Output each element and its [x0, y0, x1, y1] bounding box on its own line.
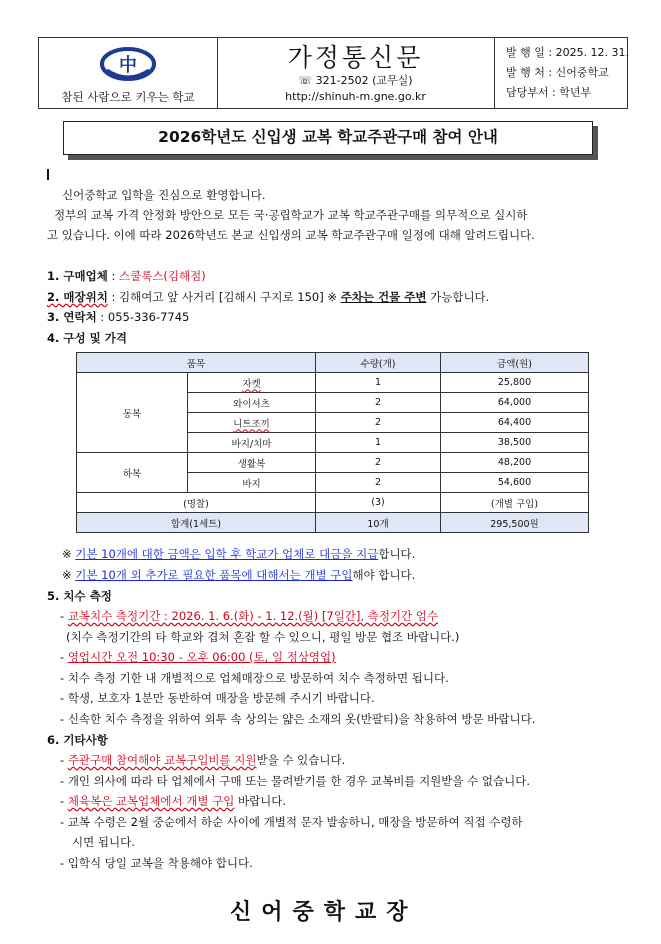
- notice-title: 2026학년도 신입생 교복 학교주관구매 참여 안내: [63, 121, 593, 155]
- cell-price: 64,000: [441, 393, 589, 413]
- dash: -: [60, 815, 68, 829]
- dash: -: [60, 609, 68, 623]
- header-price: 금액(원): [441, 353, 589, 373]
- etc-red: 주관구매 참여해야 교복구입비를 지원: [67, 753, 257, 767]
- note-rest: 해야 합니다.: [352, 568, 416, 582]
- measure-period: 교복치수 측정기간 : 2026. 1. 6.(화) - 1. 12.(월) [7일간], 측정기간 엄수: [67, 609, 439, 623]
- etc-line: [60, 773, 530, 789]
- logo-glyph: 中: [119, 55, 137, 76]
- section-title: 5. 치수 측정: [47, 589, 112, 603]
- etc-rest: 받을 수 있습니다.: [256, 753, 346, 767]
- etc-rest: 바랍니다.: [234, 794, 287, 808]
- table-row: [77, 373, 589, 393]
- note-line: [62, 567, 415, 583]
- dash: -: [60, 671, 68, 685]
- group-summer: 하복: [77, 453, 188, 493]
- etc-text: 교복 수령은 2월 중순에서 하순 사이에 개별적 문자 발송하니, 매장을 방문하여 직접 수령하: [67, 815, 523, 829]
- issue-date: 발 행 일 : 2025. 12. 31.: [506, 46, 630, 59]
- dash: -: [60, 794, 68, 808]
- parking-rest: 가능합니다.: [426, 290, 490, 304]
- parking-note: 주차는 건물 주변: [340, 290, 427, 304]
- measure-line: [60, 649, 336, 665]
- header-qty: 수량(개): [316, 353, 441, 373]
- measure-text: 치수 측정 기한 내 개별적으로 업체매장으로 방문하여 치수 측정하면 됩니다.: [67, 671, 449, 685]
- cell-qty: 2: [316, 393, 441, 413]
- cell-price: 54,600: [441, 473, 589, 493]
- measure-line: (치수 측정기간의 타 학교와 겹쳐 혼잡 할 수 있으니, 평일 방문 협조 바랍니다.): [66, 630, 460, 644]
- school-logo-cell: [39, 38, 218, 108]
- cell-qty: (3): [316, 493, 441, 513]
- measure-line: [60, 690, 375, 706]
- etc-line: [60, 814, 523, 830]
- meta-cell: [494, 38, 630, 108]
- etc-line: [60, 855, 253, 871]
- store-value: : 김해여고 앞 사거리 [김해시 구지로 150]: [107, 290, 328, 304]
- school-logo-icon: [97, 44, 159, 88]
- note-line: [62, 546, 415, 562]
- principal-signature: 신어중학교장: [230, 900, 418, 925]
- vendor-sep: :: [107, 269, 119, 283]
- note-blue: 기본 10개에 대한 금액은 입학 후 학교가 업체로 대금을 지급: [75, 547, 379, 561]
- cell-item: 생활복: [188, 453, 316, 473]
- cell-price: 64,400: [441, 413, 589, 433]
- table-row-nametag: [77, 493, 589, 513]
- cell-qty: 1: [316, 373, 441, 393]
- dash: -: [60, 691, 68, 705]
- measure-text: 학생, 보호자 1분만 동반하여 매장을 방문해 주시기 바랍니다.: [67, 691, 375, 705]
- cell-item: (명찰): [77, 493, 316, 513]
- note-rest: 합니다.: [378, 547, 416, 561]
- table-header-row: [77, 353, 589, 373]
- table-row-total: [77, 513, 589, 533]
- cell-qty: 1: [316, 433, 441, 453]
- department: 담당부서 : 학년부: [506, 86, 592, 99]
- cell-price: (개별 구입): [441, 493, 589, 513]
- title-cell: [217, 38, 495, 108]
- group-winter: 동복: [77, 373, 188, 453]
- table-row: [77, 453, 589, 473]
- cursor-mark: [47, 169, 49, 180]
- dash: -: [60, 650, 68, 664]
- total-price: 295,500원: [441, 513, 589, 533]
- header-item: 품목: [77, 353, 316, 373]
- cell-item: 와이셔츠: [188, 393, 316, 413]
- note-mark: ※: [62, 568, 76, 582]
- composition-label: 4. 구성 및 가격: [47, 331, 127, 345]
- vendor-value: 스쿨룩스(김해점): [119, 269, 206, 283]
- price-table: [76, 352, 589, 533]
- contact-label: 3. 연락처: [47, 310, 97, 324]
- measure-line: [60, 608, 438, 624]
- parking-mark: ※: [327, 290, 341, 304]
- measure-line: [60, 670, 449, 686]
- cell-price: 48,200: [441, 453, 589, 473]
- dash: -: [60, 712, 68, 726]
- business-hours: 영업시간 오전 10:30 - 오후 06:00 (토, 일 정상영업): [67, 650, 336, 664]
- intro-line: 정부의 교복 가격 안정화 방안으로 모든 국·공립학교가 교복 학교주관구매를 의무적으로 실시하: [54, 208, 528, 222]
- vendor-line: [47, 268, 206, 284]
- etc-line: 시면 됩니다.: [72, 835, 135, 849]
- vendor-label: 1. 구매업체: [47, 269, 108, 283]
- dash: -: [60, 753, 68, 767]
- note-mark: ※: [62, 547, 76, 561]
- section-title: 6. 기타사항: [47, 733, 108, 747]
- cell-price: 38,500: [441, 433, 589, 453]
- publisher: 발 행 처 : 신어중학교: [506, 66, 609, 79]
- note-blue: 기본 10개 외 추가로 필요한 품목에 대해서는 개별 구입: [75, 568, 353, 582]
- dash: -: [60, 774, 68, 788]
- cell-qty: 2: [316, 453, 441, 473]
- cell-item: 자켓: [188, 373, 316, 393]
- cell-qty: 2: [316, 473, 441, 493]
- etc-line: [60, 793, 286, 809]
- cell-price: 25,800: [441, 373, 589, 393]
- measure-text: 신속한 치수 측정을 위하여 외투 속 상의는 얇은 소재의 옷(반팔티)을 착용하여 방문 바랍니다.: [67, 712, 536, 726]
- cell-item: 바지/치마: [188, 433, 316, 453]
- total-label: 합계(1세트): [77, 513, 316, 533]
- etc-red: 체육복은 교복업체에서 개별 구입: [67, 794, 235, 808]
- intro-line: 신어중학교 입학을 진심으로 환영합니다.: [62, 188, 266, 202]
- measure-line: [60, 711, 535, 727]
- cell-item: 바지: [188, 473, 316, 493]
- etc-text: 입학식 당일 교복을 착용해야 합니다.: [67, 856, 253, 870]
- dash: -: [60, 856, 68, 870]
- etc-text: 개인 의사에 따라 타 업체에서 구매 또는 물려받기를 한 경우 교복비를 지원받을 수 없습니다.: [67, 774, 531, 788]
- newsletter-title: 가정통신문: [287, 43, 424, 72]
- intro-line: 고 있습니다. 이에 따라 2026학년도 본교 신입생의 교복 학교주관구매 일정에 대해 알려드립니다.: [47, 228, 535, 242]
- contact-line: [47, 309, 189, 325]
- store-label: 2. 매장위치: [47, 290, 108, 304]
- school-url[interactable]: http://shinuh-m.gne.go.kr: [285, 90, 426, 103]
- contact-value: : 055-336-7745: [96, 310, 190, 324]
- store-line: [47, 289, 489, 305]
- cell-item: 니트조끼: [188, 413, 316, 433]
- cell-qty: 2: [316, 413, 441, 433]
- phone-number: ☏ 321-2502 (교무실): [298, 74, 413, 87]
- total-qty: 10개: [316, 513, 441, 533]
- newsletter-header: [38, 37, 628, 109]
- etc-line: [60, 752, 345, 768]
- school-slogan: 참된 사람으로 키우는 학교: [61, 90, 195, 104]
